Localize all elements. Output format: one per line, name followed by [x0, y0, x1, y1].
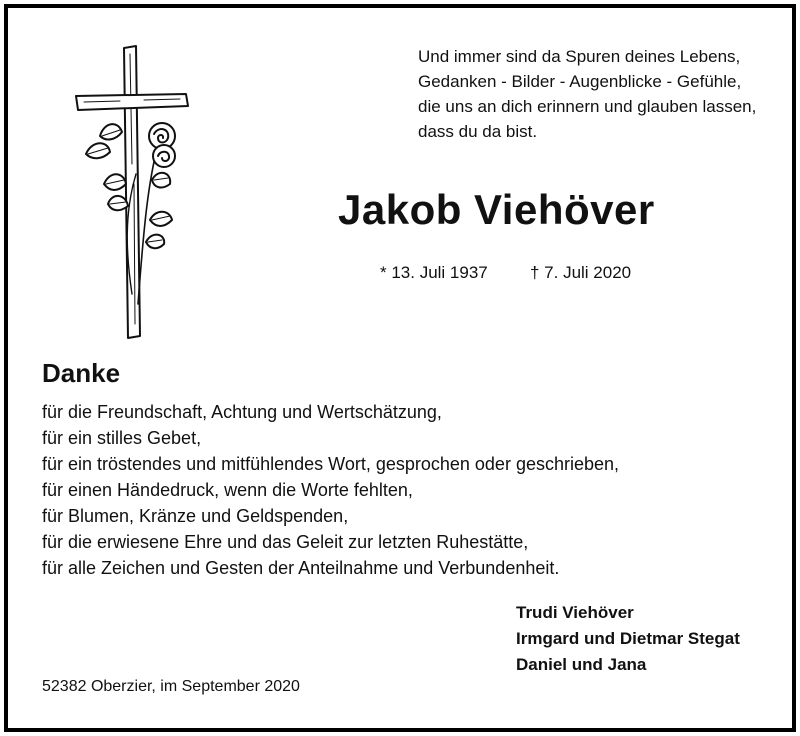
thanks-line: für Blumen, Kränze und Geldspenden, [42, 506, 349, 526]
signers [516, 600, 740, 678]
thanks-line: für einen Händedruck, wenn die Worte fehlten, [42, 480, 413, 500]
obituary-frame [4, 4, 796, 732]
thanks-heading: Danke [42, 358, 121, 388]
poem-line: die uns an dich erinnern und glauben lassen, [418, 97, 757, 116]
thanks-line: für die Freundschaft, Achtung und Wertschätzung, [42, 402, 442, 422]
signer-name: Irmgard und Dietmar Stegat [516, 629, 740, 648]
birth-date: * 13. Juli 1937 [380, 263, 488, 282]
thanks-line: für alle Zeichen und Gesten der Anteilnahme und Verbundenheit. [42, 558, 560, 578]
signer-name: Daniel und Jana [516, 655, 647, 674]
thanks-line: für ein stilles Gebet, [42, 428, 202, 448]
thanks-list [42, 399, 619, 581]
thanks-line: für die erwiesene Ehre und das Geleit zur letzten Ruhestätte, [42, 532, 529, 552]
thanks-line: für ein tröstendes und mitfühlendes Wort, gesprochen oder geschrieben, [42, 454, 620, 474]
signer-name: Trudi Viehöver [516, 603, 634, 622]
place-and-date: 52382 Oberzier, im September 2020 [42, 678, 300, 695]
death-date: † 7. Juli 2020 [530, 263, 632, 282]
memorial-poem [418, 44, 788, 144]
poem-line: Gedanken - Bilder - Augenblicke - Gefühle, [418, 72, 742, 91]
deceased-name: Jakob Viehöver [338, 186, 655, 233]
poem-line: dass du da bist. [418, 122, 538, 141]
poem-line: Und immer sind da Spuren deines Lebens, [418, 47, 741, 66]
cross-with-roses-icon [74, 44, 194, 344]
